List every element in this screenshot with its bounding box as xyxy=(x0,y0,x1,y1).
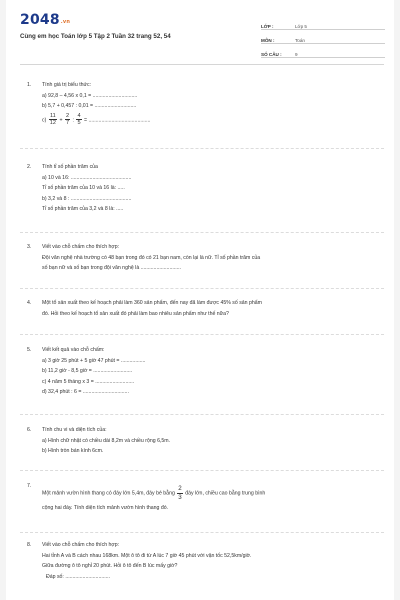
question-text-line: Đội văn nghệ nhà trường có 48 bạn trong đó có 21 bạn nam, còn lại là nữ. Tỉ số phần trăm của xyxy=(42,254,261,261)
question-6 xyxy=(20,425,382,457)
question-part-a: a) 3 giờ 25 phút + 5 giờ 47 phút = ................. xyxy=(42,357,146,364)
question-separator xyxy=(20,414,384,415)
meta-count-label: SỐ CÂU : xyxy=(261,52,282,57)
meta-class-label: LỚP : xyxy=(261,24,274,29)
logo-suffix: .vn xyxy=(60,19,71,25)
question-3 xyxy=(20,242,382,274)
question-1 xyxy=(20,80,382,127)
question-text-line: Một tổ sản xuất theo kế hoạch phải làm 360 sản phẩm, đến nay đã làm được 45% số sản phẩm xyxy=(42,300,262,306)
question-text-line: đó. Hỏi theo kế hoạch tổ sản xuất đó phải làm bao nhiêu sản phẩm như thế nữa? xyxy=(42,310,229,317)
meta-subject-row xyxy=(261,30,385,44)
meta-class-row xyxy=(261,16,385,30)
question-text-line: số bạn nữ và số bạn trong đội văn nghệ là ............................ xyxy=(42,265,182,271)
fraction: $\frac{4}{5}$ xyxy=(77,112,81,126)
worksheet-meta xyxy=(261,16,385,58)
question-separator xyxy=(20,334,384,335)
question-separator xyxy=(20,148,384,149)
question-part-c: c) 4 năm 5 tháng x 3 = ........................... xyxy=(42,378,135,385)
question-number: 4. xyxy=(27,300,32,306)
question-answer-a: Tỉ số phần trăm của 10 và 16 là: ..... xyxy=(42,185,125,191)
question-title: Viết kết quả vào chỗ chấm: xyxy=(42,347,105,353)
question-part-a: a) 92,8 – 4,56 x 0,1 = ............................... xyxy=(42,92,138,99)
question-separator xyxy=(20,288,384,289)
meta-count-value: 9 xyxy=(295,52,298,57)
question-number: 1. xyxy=(27,82,32,88)
worksheet-header xyxy=(20,12,385,60)
question-title: Tính tỉ số phần trăm của xyxy=(42,164,98,170)
fraction: $\frac{2}{7}$ xyxy=(65,112,70,126)
fraction: $\frac{11}{12}$ xyxy=(49,112,57,126)
question-number: 7. xyxy=(27,483,32,489)
question-title: Tính chu vi và diện tích của: xyxy=(42,427,107,433)
question-number: 6. xyxy=(27,427,32,433)
meta-class-value: Lớp 5 xyxy=(295,24,307,29)
question-number: 5. xyxy=(27,347,32,353)
question-text-line: cộng hai đáy. Tính diện tích mảnh vườn hình thang đó. xyxy=(42,505,169,511)
meta-subject-label: MÔN : xyxy=(261,38,275,43)
question-answer-b: Tỉ số phần trăm của 3,2 và 8 là: ..... xyxy=(42,206,124,212)
question-part-b: b) 5,7 + 0,457 : 0,01 = ............................. xyxy=(42,103,137,109)
question-text-line: Một mảnh vườn hình thang có đáy lớn 5,4m, đáy bé bằng $\frac{2}{3}$ đáy lớn, chiều cao bằng trung bình xyxy=(42,485,266,501)
answer-line: Đáp số: ............................... xyxy=(46,573,110,580)
question-number: 3. xyxy=(27,244,32,250)
worksheet-title: Cùng em học Toán lớp 5 Tập 2 Tuần 32 trang 52, 54 xyxy=(20,33,171,40)
question-part-b: b) Hình tròn bán kính 6cm. xyxy=(42,448,104,454)
worksheet-page xyxy=(6,0,394,600)
meta-count-row xyxy=(261,44,385,58)
question-separator xyxy=(20,532,384,533)
question-8 xyxy=(20,540,382,582)
question-4 xyxy=(20,298,382,319)
question-title: Viết vào chỗ chấm cho thích hợp: xyxy=(42,542,120,548)
question-part-d: d) 32,4 phút : 6 = ................................ xyxy=(42,389,129,395)
question-2 xyxy=(20,162,382,215)
question-part-a: a) Hình chữ nhật có chiều dài 8,2m và chiều rộng 6,5m. xyxy=(42,437,171,444)
question-title: Viết vào chỗ chấm cho thích hợp: xyxy=(42,244,120,250)
question-part-a: a) 10 và 16: .......................................... xyxy=(42,174,132,181)
fraction: $\frac{2}{3}$ xyxy=(178,485,182,501)
question-number: 2. xyxy=(27,164,32,170)
question-title: Tính giá trị biểu thức: xyxy=(42,82,92,88)
question-text-line: Hai tỉnh A và B cách nhau 168km. Một ô tô đi từ A lúc 7 giờ 45 phút với vận tốc 52,5km/giờ. xyxy=(42,552,252,559)
meta-subject-value: Toán xyxy=(295,38,305,43)
question-number: 8. xyxy=(27,542,32,548)
question-5 xyxy=(20,345,382,398)
question-part-b: b) 11,2 giờ - 8,5 giờ = ........................... xyxy=(42,368,133,374)
question-part-b: b) 3,2 và 8 : .......................................... xyxy=(42,195,132,202)
question-part-c: c) $\frac{11}{12}$ + $\frac{2}{7}$ : $\frac{4}{5}$ = ........................................... xyxy=(42,112,151,126)
question-text-line: Giữa đường ô tô nghỉ 20 phút. Hỏi ô tô đến B lúc mấy giờ? xyxy=(42,563,178,569)
question-separator xyxy=(20,232,384,233)
header-divider xyxy=(20,64,384,65)
site-logo[interactable]: 2048.vn xyxy=(20,12,71,28)
question-separator xyxy=(20,470,384,471)
question-7 xyxy=(20,481,382,514)
